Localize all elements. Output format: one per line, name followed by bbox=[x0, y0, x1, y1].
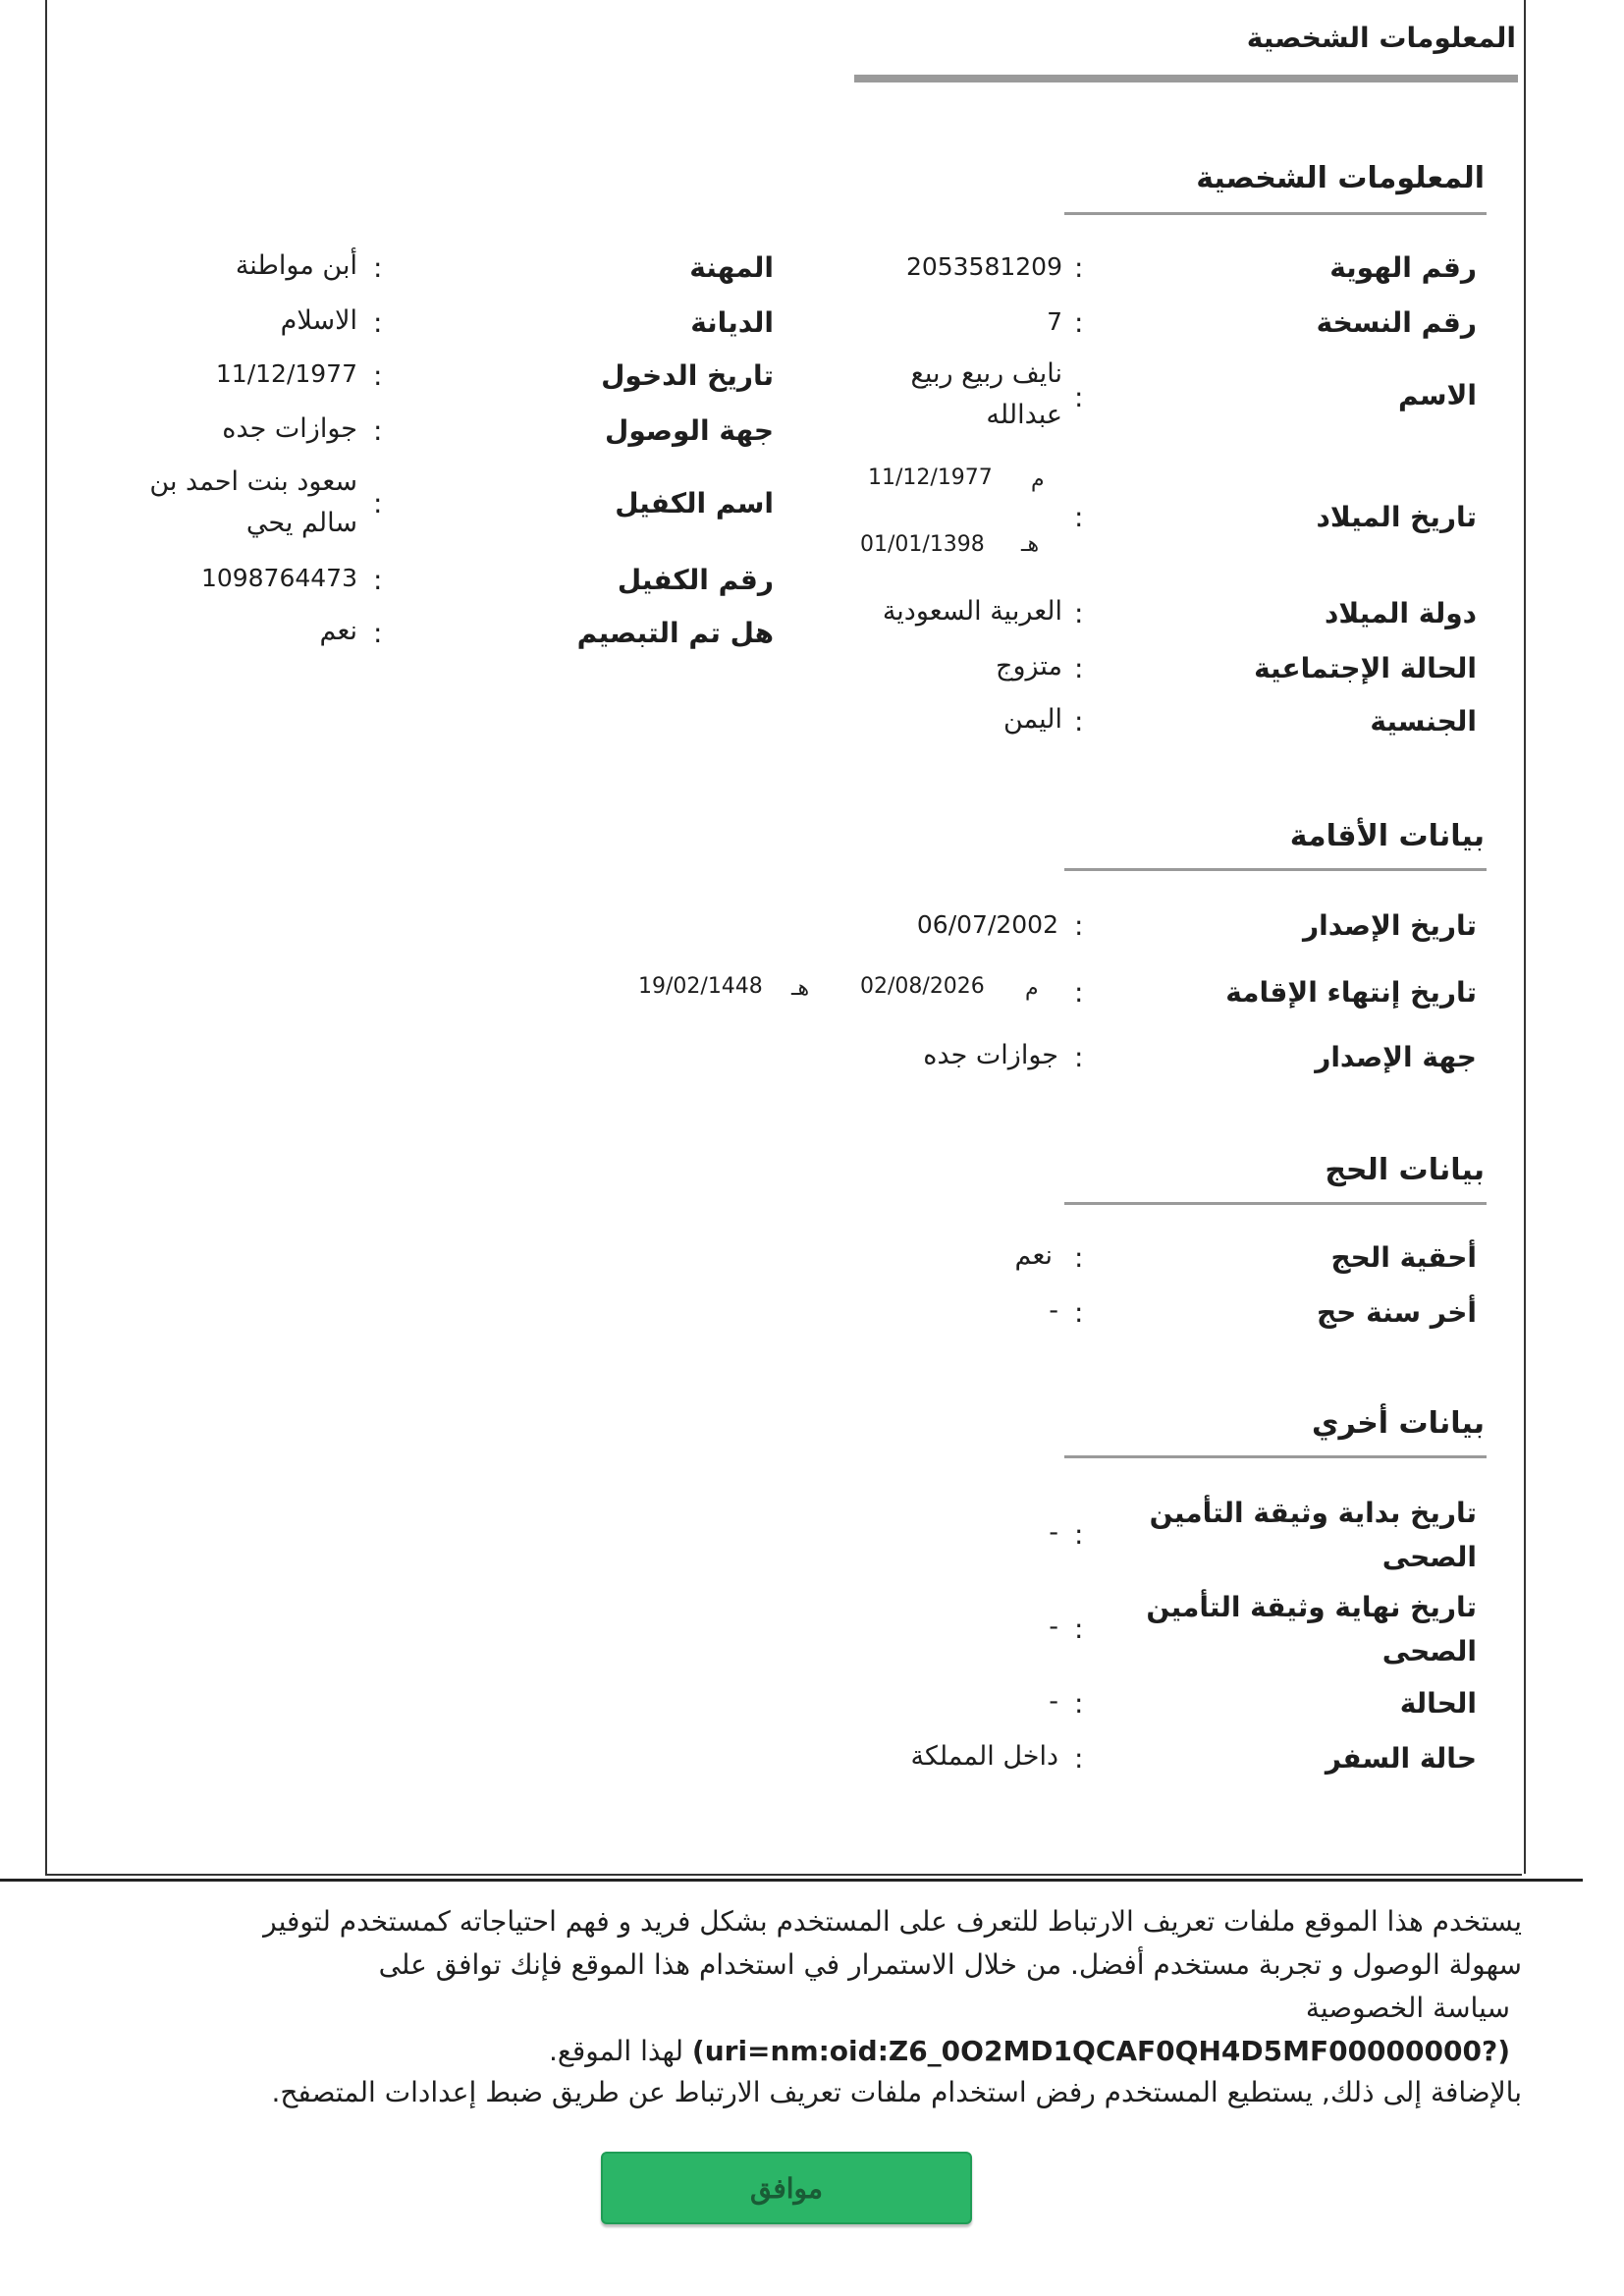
occupation-value: أبن مواطنة bbox=[235, 250, 357, 281]
colon: : bbox=[373, 617, 383, 649]
personal-section-underline bbox=[1064, 212, 1487, 215]
colon: : bbox=[1074, 652, 1084, 684]
arrival-port-label: جهة الوصول bbox=[605, 414, 774, 447]
privacy-policy-link[interactable]: سياسة الخصوصية bbox=[1305, 1992, 1510, 2024]
colon: : bbox=[1074, 597, 1084, 629]
nationality-label: الجنسية bbox=[1370, 705, 1477, 738]
sponsor-number-label: رقم الكفيل bbox=[617, 564, 774, 596]
cookie-notice-line-5: بالإضافة إلى ذلك, يستطيع المستخدم رفض استخدام ملفات تعريف الارتباط عن طريق ضبط إعدادات المتصفح. bbox=[271, 2076, 1522, 2108]
colon: : bbox=[1074, 1518, 1084, 1551]
travel-status-value: داخل المملكة bbox=[910, 1741, 1058, 1772]
colon: : bbox=[1074, 1296, 1084, 1329]
cookie-notice-line-4 bbox=[549, 2035, 1510, 2067]
colon: : bbox=[1074, 1742, 1084, 1775]
colon: : bbox=[373, 564, 383, 596]
colon: : bbox=[1074, 1613, 1084, 1645]
birth-date-gregorian: 11/12/1977 bbox=[868, 465, 993, 490]
colon: : bbox=[373, 306, 383, 339]
hijri-marker: هـ bbox=[791, 976, 810, 1001]
marital-status-value: متزوج bbox=[996, 651, 1062, 682]
colon: : bbox=[373, 359, 383, 392]
marital-status-label: الحالة الإجتماعية bbox=[1254, 652, 1477, 684]
colon: : bbox=[373, 251, 383, 284]
cookie-notice-line-2: سهولة الوصول و تجربة مستخدم أفضل. من خلال الاستمرار في استخدام هذا الموقع فإنك توافق على bbox=[378, 1948, 1522, 1981]
sponsor-number-value: 1098764473 bbox=[200, 564, 357, 592]
hajj-section-title: بيانات الحج bbox=[1325, 1153, 1485, 1187]
gregorian-marker: م bbox=[1031, 467, 1045, 492]
colon: : bbox=[1074, 909, 1084, 942]
colon: : bbox=[1074, 1041, 1084, 1073]
residency-expiry-label: تاريخ إنتهاء الإقامة bbox=[1225, 976, 1477, 1009]
version-number-label: رقم النسخة bbox=[1316, 306, 1477, 339]
entry-date-value: 11/12/1977 bbox=[215, 359, 357, 388]
arrival-port-value: جوازات جده bbox=[222, 413, 357, 444]
gregorian-marker: م bbox=[1025, 976, 1039, 1001]
nationality-value: اليمن bbox=[1002, 704, 1062, 735]
version-number-value: 7 bbox=[1047, 307, 1062, 336]
hajj-last-year-value: - bbox=[1049, 1295, 1058, 1326]
religion-label: الديانة bbox=[690, 306, 774, 339]
hajj-last-year-label: أخر سنة حج bbox=[1317, 1296, 1477, 1329]
page-title-underline bbox=[854, 75, 1518, 82]
sponsor-name-label: اسم الكفيل bbox=[615, 487, 774, 519]
privacy-uri: (uri=nm:oid:Z6_0O2MD1QCAF0QH4D5MF00000000?) bbox=[691, 2035, 1510, 2067]
personal-section-title: المعلومات الشخصية bbox=[1196, 161, 1485, 195]
cookie-notice-line-1: يستخدم هذا الموقع ملفات تعريف الارتباط للتعرف على المستخدم بشكل فريد و فهم احتياجاته كمستخدم لتوفير bbox=[263, 1905, 1522, 1938]
colon: : bbox=[373, 487, 383, 519]
birth-date-label: تاريخ الميلاد bbox=[1316, 501, 1477, 533]
accept-cookies-button[interactable]: موافق bbox=[601, 2152, 972, 2224]
page-title: المعلومات الشخصية bbox=[1246, 22, 1516, 54]
colon: : bbox=[1074, 976, 1084, 1009]
hajj-eligibility-label: أحقية الحج bbox=[1330, 1241, 1477, 1274]
colon: : bbox=[1074, 306, 1084, 339]
name-label: الاسم bbox=[1398, 379, 1477, 411]
status-value: - bbox=[1049, 1686, 1058, 1717]
colon: : bbox=[1074, 381, 1084, 413]
sponsor-name-value: سعود بنت احمد بن سالم يحي bbox=[149, 466, 357, 538]
colon: : bbox=[1074, 1687, 1084, 1720]
other-section-underline bbox=[1064, 1455, 1487, 1458]
residency-issue-date-value: 06/07/2002 bbox=[916, 910, 1058, 939]
colon: : bbox=[373, 414, 383, 447]
fingerprinted-value: نعم bbox=[319, 616, 357, 646]
insurance-end-label: تاريخ نهاية وثيقة التأمين الصحى bbox=[1146, 1591, 1477, 1667]
birth-country-value: العربية السعودية bbox=[882, 596, 1062, 627]
colon: : bbox=[1074, 1241, 1084, 1274]
status-label: الحالة bbox=[1399, 1687, 1477, 1720]
residency-expiry-gregorian: 02/08/2026 bbox=[860, 974, 985, 999]
page-divider bbox=[0, 1879, 1583, 1882]
insurance-start-label: تاريخ بداية وثيقة التأمين الصحى bbox=[1149, 1497, 1477, 1573]
other-section-title: بيانات أخري bbox=[1312, 1406, 1485, 1441]
colon: : bbox=[1074, 251, 1084, 284]
name-value: نايف ربيع ربيع عبدالله bbox=[910, 358, 1062, 430]
hajj-section-underline bbox=[1064, 1202, 1487, 1205]
birth-date-hijri: 01/01/1398 bbox=[860, 532, 985, 557]
birth-country-label: دولة الميلاد bbox=[1325, 597, 1477, 629]
id-number-value: 2053581209 bbox=[905, 252, 1062, 281]
insurance-end-value: - bbox=[1049, 1612, 1058, 1642]
travel-status-label: حالة السفر bbox=[1325, 1742, 1477, 1775]
entry-date-label: تاريخ الدخول bbox=[601, 359, 774, 392]
residency-issue-date-label: تاريخ الإصدار bbox=[1303, 909, 1477, 942]
fingerprinted-label: هل تم التبصيم bbox=[576, 617, 774, 649]
religion-value: الاسلام bbox=[280, 305, 357, 336]
residency-issuer-label: جهة الإصدار bbox=[1315, 1041, 1477, 1073]
cookie-notice-suffix: لهذا الموقع. bbox=[549, 2035, 683, 2067]
id-number-label: رقم الهوية bbox=[1329, 251, 1477, 284]
insurance-start-value: - bbox=[1049, 1517, 1058, 1548]
frame-bottom-border bbox=[45, 1874, 1522, 1876]
residency-section-underline bbox=[1064, 868, 1487, 871]
hajj-eligibility-value: نعم bbox=[1014, 1240, 1053, 1271]
residency-expiry-hijri: 19/02/1448 bbox=[638, 974, 763, 999]
colon: : bbox=[1074, 501, 1084, 533]
hijri-marker: هـ bbox=[1021, 532, 1040, 557]
colon: : bbox=[1074, 705, 1084, 738]
residency-issuer-value: جوازات جده bbox=[923, 1040, 1058, 1070]
occupation-label: المهنة bbox=[689, 251, 774, 284]
residency-section-title: بيانات الأقامة bbox=[1289, 819, 1485, 853]
